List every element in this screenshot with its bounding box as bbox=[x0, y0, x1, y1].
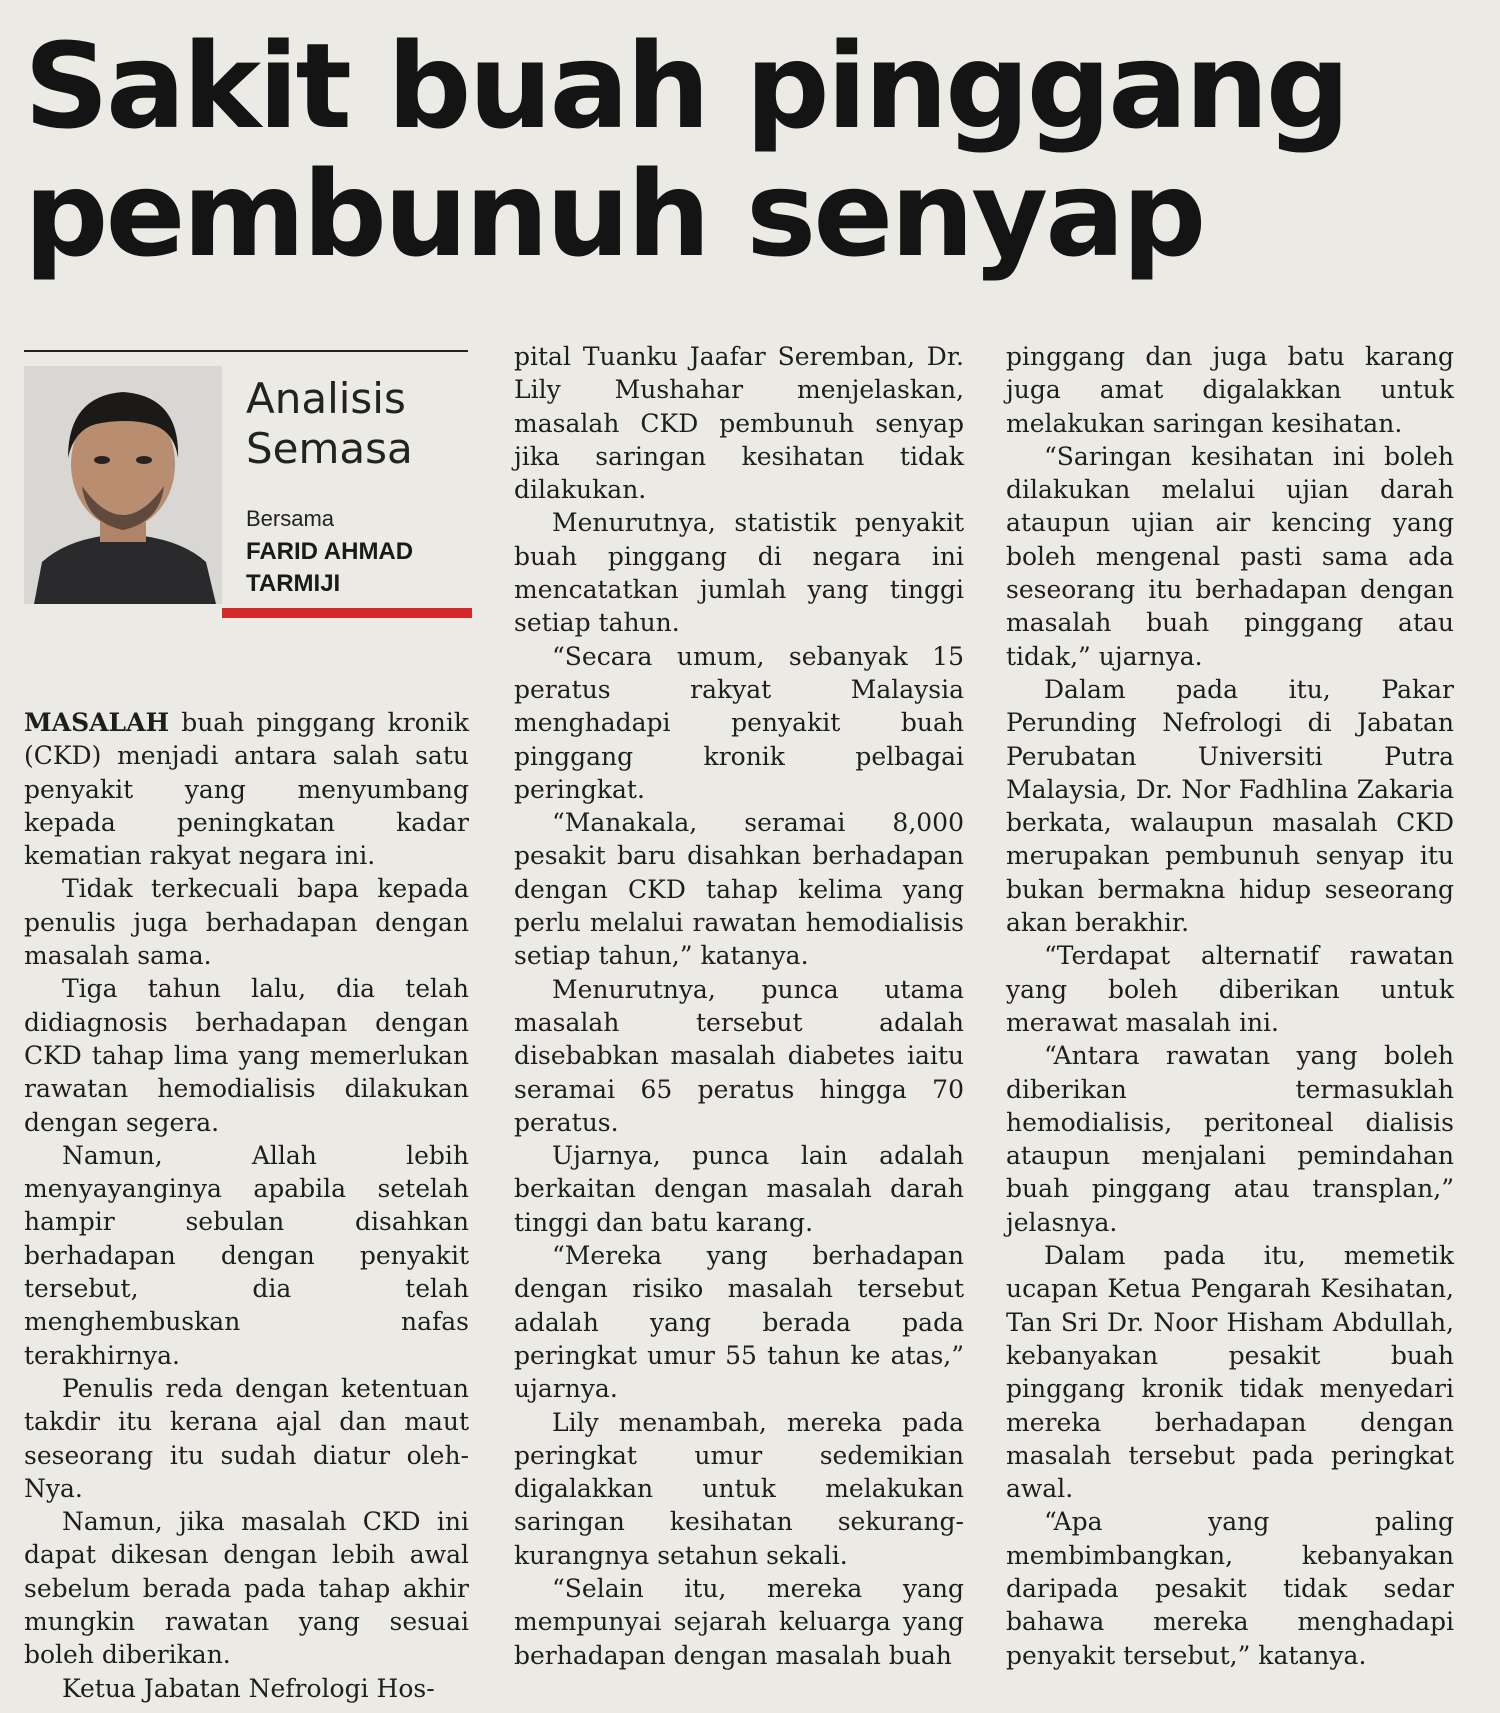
article-column-1 bbox=[24, 706, 469, 1705]
article-column-2 bbox=[514, 340, 964, 1672]
article-paragraph: “Apa yang paling membimbangkan, kebanyakan daripada pesakit tidak sedar bahawa mereka menghadapi penyakit tersebut,” katanya. bbox=[1006, 1507, 1454, 1670]
article-paragraph: Tiga tahun lalu, dia telah didiagnosis berhadapan dengan CKD tahap lima yang memerlukan rawatan hemodialisis dilakukan dengan segera. bbox=[24, 974, 469, 1137]
article-paragraph bbox=[24, 706, 469, 872]
headline-line-2: pembunuh senyap bbox=[24, 145, 1204, 283]
section-title-line-1: Analisis bbox=[246, 374, 406, 423]
article-paragraph: Ketua Jabatan Nefrologi Hos- bbox=[62, 1673, 435, 1703]
article-paragraph: “Secara umum, sebanyak 15 peratus rakyat Malaysia menghadapi penyakit buah pinggang kronik pelbagai peringkat. bbox=[514, 641, 964, 804]
article-paragraph: Menurutnya, statistik penyakit buah pinggang di negara ini mencatatkan jumlah yang tinggi setiap tahun. bbox=[514, 508, 964, 638]
byline-top-rule bbox=[24, 350, 468, 352]
headline-line-1: Sakit buah pinggang bbox=[24, 17, 1348, 155]
lead-text: buah pinggang kronik (CKD) menjadi antara salah satu penyakit yang menyumbang kepada peningkatan kadar kematian rakyat negara ini. bbox=[24, 708, 469, 871]
article-paragraph: Dalam pada itu, Pakar Perunding Nefrologi di Jabatan Perubatan Universiti Putra Malaysia, Dr. Nor Fadhlina Zakaria berkata, walaupun masalah CKD merupakan pembunuh senyap itu bukan bermakna hidup seseorang akan berakhir. bbox=[1006, 674, 1454, 938]
article-paragraph: Ujarnya, punca lain adalah berkaitan dengan masalah darah tinggi dan batu karang. bbox=[514, 1141, 964, 1237]
article-paragraph: Namun, jika masalah CKD ini dapat dikesan dengan lebih awal sebelum berada pada tahap akhir mungkin rawatan yang sesuai boleh diberikan. bbox=[24, 1507, 469, 1670]
author-portrait-icon bbox=[24, 366, 222, 604]
author-photo bbox=[24, 366, 222, 604]
article-paragraph: Lily menambah, mereka pada peringkat umur sedemikian digalakkan untuk melakukan saringan kesihatan sekurang-kurangnya setahun sekali. bbox=[514, 1407, 964, 1570]
article-paragraph: “Mereka yang berhadapan dengan risiko masalah tersebut adalah yang berada pada peringkat umur 55 tahun ke atas,” ujarnya. bbox=[514, 1241, 964, 1404]
article-paragraph: “Selain itu, mereka yang mempunyai sejarah keluarga yang berhadapan dengan masalah buah bbox=[514, 1573, 964, 1670]
byline-accent-bar bbox=[222, 608, 472, 618]
author-name-line-1: FARID AHMAD bbox=[246, 538, 414, 565]
section-title-line-2: Semasa bbox=[246, 424, 413, 473]
article-paragraph: Tidak terkecuali bapa kepada penulis juga berhadapan dengan masalah sama. bbox=[24, 874, 469, 971]
article-paragraph: Dalam pada itu, memetik ucapan Ketua Pengarah Kesihatan, Tan Sri Dr. Noor Hisham Abdullah, kebanyakan pesakit buah pinggang kronik tidak menyedari mereka berhadapan dengan masalah tersebut pada peringkat awal. bbox=[1006, 1241, 1454, 1504]
article-paragraph: Menurutnya, punca utama masalah tersebut adalah disebabkan masalah diabetes iaitu seramai 65 peratus hingga 70 peratus. bbox=[514, 974, 964, 1137]
article-paragraph: “Saringan kesihatan ini boleh dilakukan melalui ujian darah ataupun ujian air kencing yang boleh mengenal pasti sama ada seseorang itu berhadapan dengan masalah buah pinggang atau tidak,” ujarnya. bbox=[1006, 441, 1454, 671]
headline bbox=[24, 17, 1444, 283]
article-paragraph: Penulis reda dengan ketentuan takdir itu kerana ajal dan maut seseorang itu sudah diatur oleh-Nya. bbox=[24, 1373, 469, 1503]
article-paragraph: Namun, Allah lebih menyayanginya apabila setelah hampir sebulan disahkan berhadapan dengan penyakit tersebut, dia telah menghembuskan nafas terakhirnya. bbox=[24, 1140, 469, 1370]
byline-label: Bersama bbox=[246, 506, 335, 531]
article-paragraph: pinggang dan juga batu karang juga amat digalakkan untuk melakukan saringan kesihatan. bbox=[1006, 342, 1454, 438]
section-title bbox=[246, 374, 413, 474]
article-column-3 bbox=[1006, 340, 1454, 1672]
article-paragraph: pital Tuanku Jaafar Seremban, Dr. Lily Mushahar menjelaskan, masalah CKD pembunuh senyap jika saringan kesihatan tidak dilakukan. bbox=[514, 342, 964, 505]
article-paragraph: “Manakala, seramai 8,000 pesakit baru disahkan berhadapan dengan CKD tahap kelima yang perlu melalui rawatan hemodialisis setiap tahun,” katanya. bbox=[514, 808, 964, 971]
author-name bbox=[246, 536, 466, 600]
column-byline-box bbox=[24, 350, 472, 622]
lead-word: MASALAH bbox=[24, 708, 170, 737]
author-name-line-2: TARMIJI bbox=[246, 570, 341, 597]
article-paragraph: “Antara rawatan yang boleh diberikan termasuklah hemodialisis, peritoneal dialisis ataupun menjalani pemindahan buah pinggang atau transplan,” jelasnya. bbox=[1006, 1041, 1454, 1237]
article-paragraph: “Terdapat alternatif rawatan yang boleh diberikan untuk merawat masalah ini. bbox=[1006, 941, 1454, 1037]
